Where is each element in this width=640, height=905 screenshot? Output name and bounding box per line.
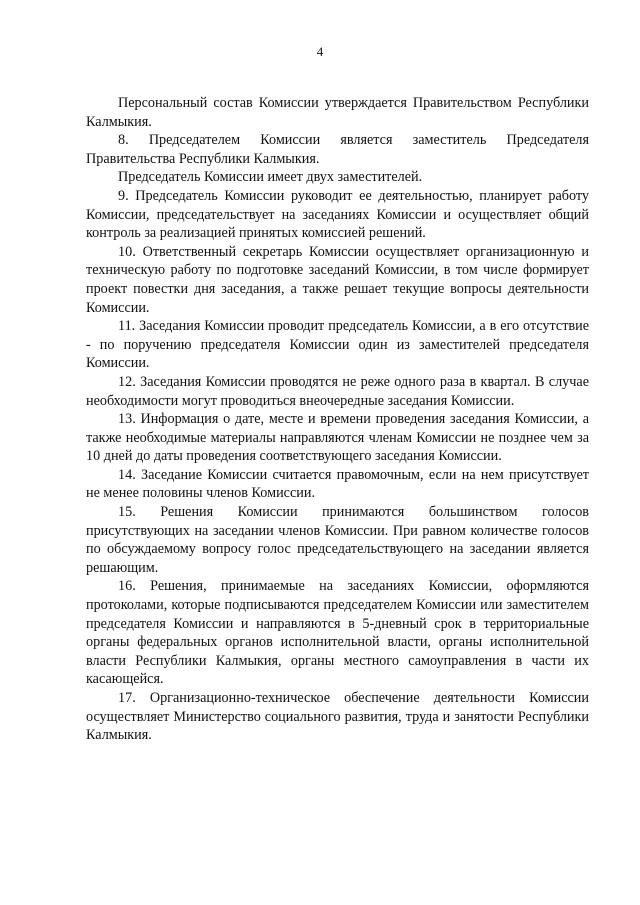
paragraph-14: 14. Заседание Комиссии считается правомочным, если на нем присутствует не менее половины членов Комиссии.: [86, 466, 589, 502]
paragraph-16: 16. Решения, принимаемые на заседаниях Комиссии, оформляются протоколами, которые подписываются председателем Комиссии или заместителем председателя Комиссии и направляются в 5-дневный срок в территориальные органы федеральных органов исполнительной власти, органы исполнительной власти Республики Калмыкия, органы местного самоуправления в части их касающейся.: [86, 578, 589, 688]
paragraph-13: 13. Информация о дате, месте и времени проведения заседания Комиссии, а также необходимые материалы направляются членам Комиссии не позднее чем за 10 дней до даты проведения соответствующего заседания Комиссии.: [86, 411, 589, 465]
paragraph-15: 15. Решения Комиссии принимаются большинством голосов присутствующих на заседании членов Комиссии. При равном количестве голосов по обсуждаемому вопросу голос председательствующего на заседании является решающим.: [86, 504, 589, 576]
paragraph-12: 12. Заседания Комиссии проводятся не реже одного раза в квартал. В случае необходимости могут проводиться внеочередные заседания Комиссии.: [86, 373, 589, 409]
document-body: [86, 94, 589, 745]
paragraph-11: 11. Заседания Комиссии проводит председатель Комиссии, а в его отсутствие - по поручению председателя Комиссии один из заместителей председателя Комиссии.: [86, 318, 589, 372]
paragraph-9: 9. Председатель Комиссии руководит ее деятельностью, планирует работу Комиссии, председательствует на заседаниях Комиссии и осуществляет общий контроль за реализацией принятых комиссией решений.: [86, 187, 589, 242]
paragraph-composition: Персональный состав Комиссии утверждается Правительством Республики Калмыкия.: [86, 95, 589, 130]
page-number: 4: [316, 44, 324, 59]
paragraph-10: 10. Ответственный секретарь Комиссии осуществляет организационную и техническую работу по подготовке заседаний Комиссии, в том числе формирует проект повестки дня заседания, а также решает текущие вопросы деятельности Комиссии.: [86, 243, 589, 316]
paragraph-deputies: Председатель Комиссии имеет двух заместителей.: [118, 169, 423, 186]
paragraph-17: 17. Организационно-техническое обеспечение деятельности Комиссии осуществляет Министерство социального развития, труда и занятости Республики Калмыкия.: [86, 690, 589, 744]
paragraph-8: 8. Председателем Комиссии является заместитель Председателя Правительства Республики Калмыкия.: [86, 132, 589, 167]
